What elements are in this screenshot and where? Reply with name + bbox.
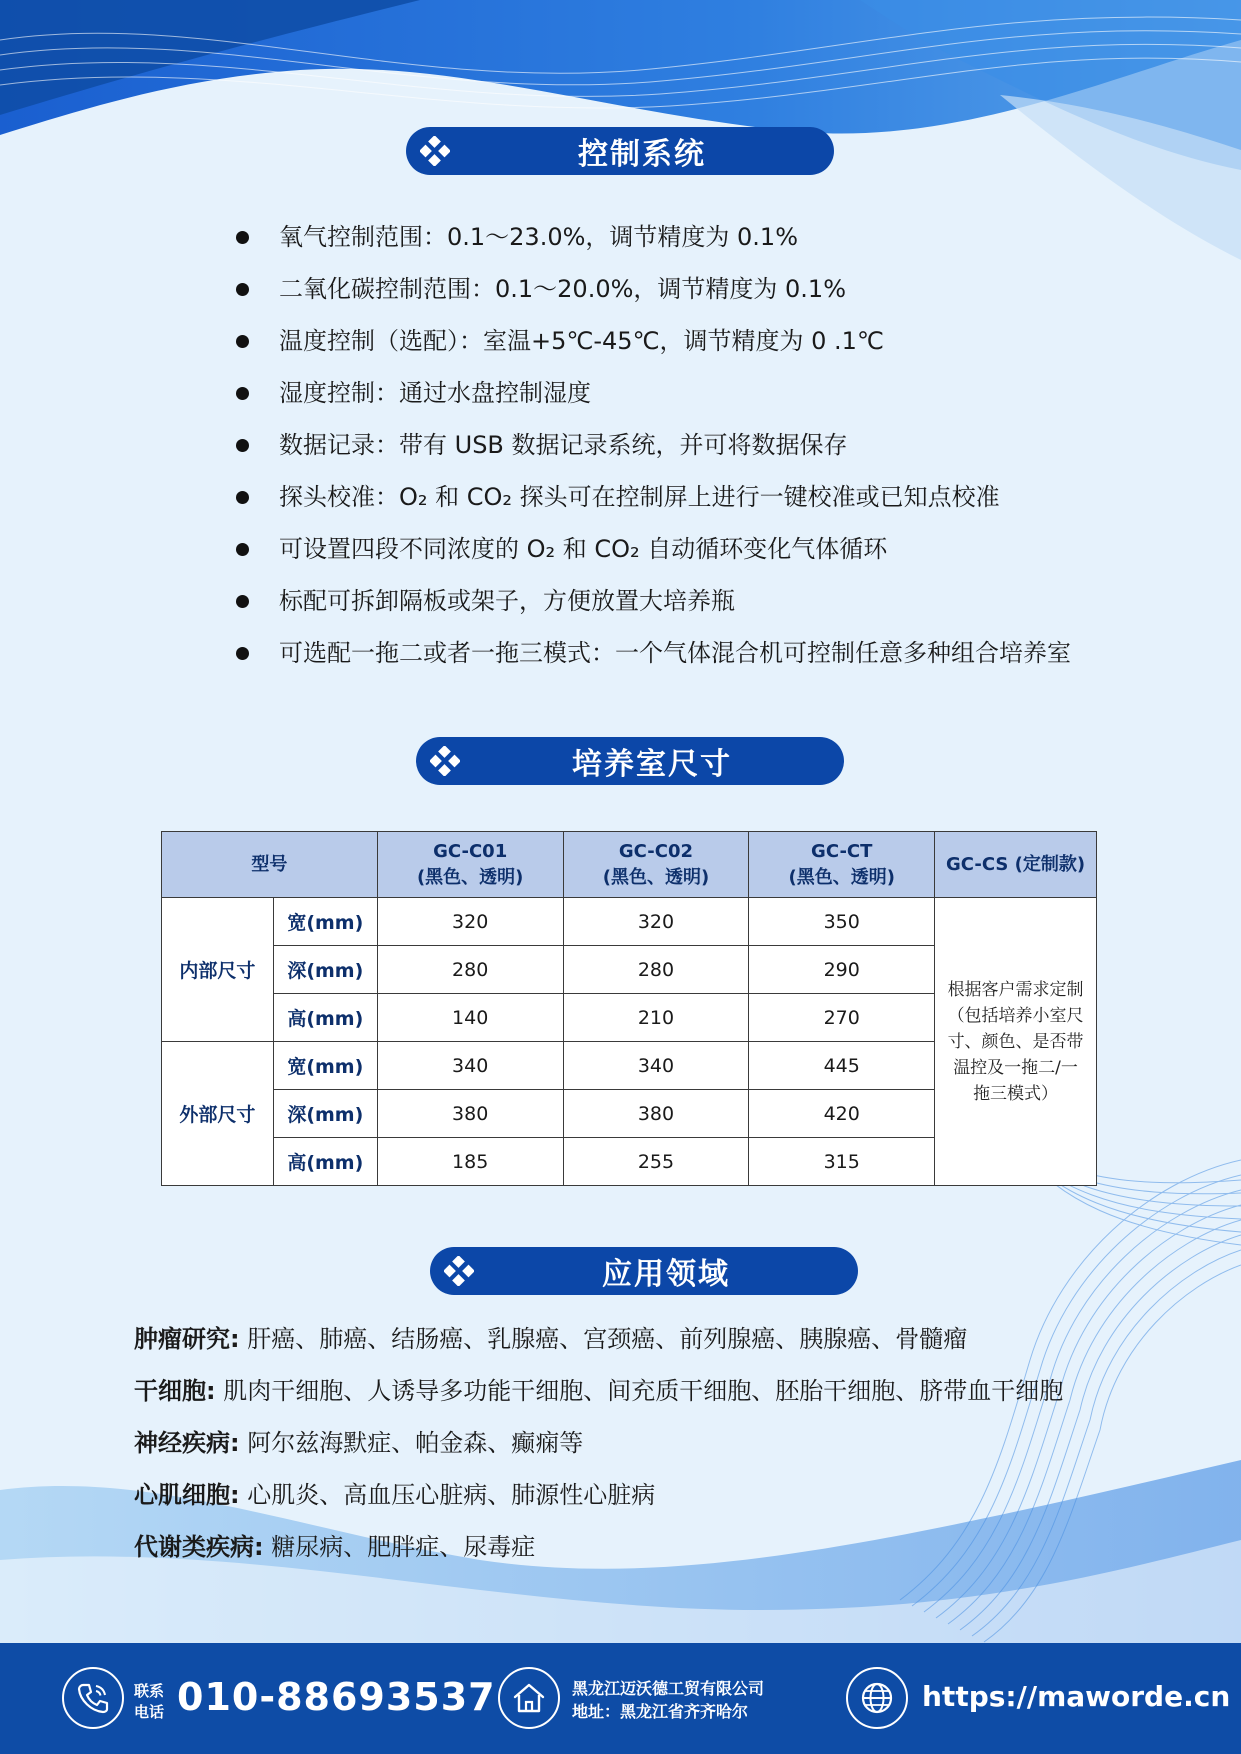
dim-label: 宽(mm) bbox=[273, 1042, 377, 1090]
bullet-icon bbox=[236, 439, 249, 452]
section-heading-control bbox=[406, 127, 834, 175]
bullet-icon bbox=[236, 647, 249, 660]
bullet-icon bbox=[236, 387, 249, 400]
application-item: 神经疾病: 阿尔兹海默症、帕金森、癫痫等 bbox=[134, 1429, 584, 1457]
section-title: 应用领域 bbox=[602, 1257, 730, 1292]
header-gc-ct: GC-CT (黑色、透明) bbox=[749, 832, 935, 898]
bullet-icon bbox=[236, 335, 249, 348]
cell: 210 bbox=[563, 994, 749, 1042]
application-item: 肿瘤研究: 肝癌、肺癌、结肠癌、乳腺癌、宫颈癌、前列腺癌、胰腺癌、骨髓瘤 bbox=[134, 1325, 968, 1353]
bullet-icon bbox=[236, 595, 249, 608]
custom-note: 根据客户需求定制（包括培养小室尺寸、颜色、是否带温控及一拖二/一拖三模式） bbox=[935, 898, 1097, 1186]
application-item: 代谢类疾病: 糖尿病、肥胖症、尿毒症 bbox=[134, 1533, 536, 1561]
contact-label: 联系 电话 bbox=[134, 1682, 165, 1721]
list-item: 标配可拆卸隔板或架子，方便放置大培养瓶 bbox=[236, 579, 1071, 631]
application-label: 干细胞: bbox=[134, 1377, 216, 1405]
table-row bbox=[162, 898, 1097, 946]
company-address: 地址：黑龙江省齐齐哈尔 bbox=[572, 1702, 749, 1721]
diamond-icon bbox=[430, 746, 460, 776]
globe-icon-circle bbox=[846, 1667, 908, 1729]
application-label: 肿瘤研究: bbox=[134, 1325, 240, 1353]
list-item: 温度控制（选配）：室温+5℃-45℃，调节精度为 0 .1℃ bbox=[236, 319, 1071, 371]
cell: 280 bbox=[377, 946, 563, 994]
section-title: 培养室尺寸 bbox=[572, 747, 732, 782]
footer-bar bbox=[0, 1643, 1241, 1754]
header-gc-c02: GC-C02 (黑色、透明) bbox=[563, 832, 749, 898]
cell: 445 bbox=[749, 1042, 935, 1090]
cell: 255 bbox=[563, 1138, 749, 1186]
cell: 340 bbox=[563, 1042, 749, 1090]
list-item: 湿度控制：通过水盘控制湿度 bbox=[236, 371, 1071, 423]
list-item: 数据记录：带有 USB 数据记录系统，并可将数据保存 bbox=[236, 423, 1071, 475]
application-item: 心肌细胞: 心肌炎、高血压心脏病、肺源性心脏病 bbox=[134, 1481, 656, 1509]
website-link[interactable]: https://maworde.cn bbox=[922, 1680, 1231, 1713]
section-heading-application bbox=[430, 1247, 858, 1295]
phone-icon bbox=[75, 1680, 111, 1716]
cell: 320 bbox=[563, 898, 749, 946]
home-icon bbox=[511, 1680, 547, 1716]
cell: 420 bbox=[749, 1090, 935, 1138]
cell: 350 bbox=[749, 898, 935, 946]
bullet-icon bbox=[236, 283, 249, 296]
cell: 315 bbox=[749, 1138, 935, 1186]
diamond-icon bbox=[444, 1256, 474, 1286]
list-item: 二氧化碳控制范围：0.1～20.0%，调节精度为 0.1% bbox=[236, 267, 1071, 319]
company-info bbox=[572, 1677, 764, 1723]
dim-label: 深(mm) bbox=[273, 946, 377, 994]
phone-icon-circle bbox=[62, 1667, 124, 1729]
header-gc-cs: GC-CS (定制款) bbox=[935, 832, 1097, 898]
bullet-icon bbox=[236, 543, 249, 556]
bullet-icon bbox=[236, 491, 249, 504]
section-heading-size bbox=[416, 737, 844, 785]
list-item: 可设置四段不同浓度的 O₂ 和 CO₂ 自动循环变化气体循环 bbox=[236, 527, 1071, 579]
section-title: 控制系统 bbox=[578, 137, 706, 172]
group-inner: 内部尺寸 bbox=[162, 898, 274, 1042]
header-model: 型号 bbox=[162, 832, 378, 898]
cell: 290 bbox=[749, 946, 935, 994]
cell: 270 bbox=[749, 994, 935, 1042]
company-name: 黑龙江迈沃德工贸有限公司 bbox=[572, 1679, 765, 1698]
dim-label: 深(mm) bbox=[273, 1090, 377, 1138]
dim-label: 高(mm) bbox=[273, 1138, 377, 1186]
application-label: 代谢类疾病: bbox=[134, 1533, 264, 1561]
application-item: 干细胞: 肌肉干细胞、人诱导多功能干细胞、间充质干细胞、胚胎干细胞、脐带血干细胞 bbox=[134, 1377, 1064, 1405]
control-list bbox=[236, 215, 1071, 683]
list-item: 探头校准：O₂ 和 CO₂ 探头可在控制屏上进行一键校准或已知点校准 bbox=[236, 475, 1071, 527]
cell: 280 bbox=[563, 946, 749, 994]
cell: 185 bbox=[377, 1138, 563, 1186]
globe-icon bbox=[859, 1680, 895, 1716]
dim-label: 宽(mm) bbox=[273, 898, 377, 946]
home-icon-circle bbox=[498, 1667, 560, 1729]
size-table bbox=[161, 831, 1097, 1186]
dim-label: 高(mm) bbox=[273, 994, 377, 1042]
diamond-icon bbox=[420, 136, 450, 166]
header-gc-c01: GC-C01 (黑色、透明) bbox=[377, 832, 563, 898]
list-item: 可选配一拖二或者一拖三模式：一个气体混合机可控制任意多种组合培养室 bbox=[236, 631, 1071, 683]
cell: 380 bbox=[563, 1090, 749, 1138]
list-item: 氧气控制范围：0.1～23.0%，调节精度为 0.1% bbox=[236, 215, 1071, 267]
cell: 320 bbox=[377, 898, 563, 946]
table-header-row bbox=[162, 832, 1097, 898]
group-outer: 外部尺寸 bbox=[162, 1042, 274, 1186]
application-label: 心肌细胞: bbox=[134, 1481, 240, 1509]
bullet-icon bbox=[236, 231, 249, 244]
phone-number[interactable]: 010-88693537 bbox=[177, 1675, 496, 1719]
application-label: 神经疾病: bbox=[134, 1429, 240, 1457]
cell: 140 bbox=[377, 994, 563, 1042]
cell: 380 bbox=[377, 1090, 563, 1138]
application-list bbox=[134, 1317, 1063, 1577]
cell: 340 bbox=[377, 1042, 563, 1090]
